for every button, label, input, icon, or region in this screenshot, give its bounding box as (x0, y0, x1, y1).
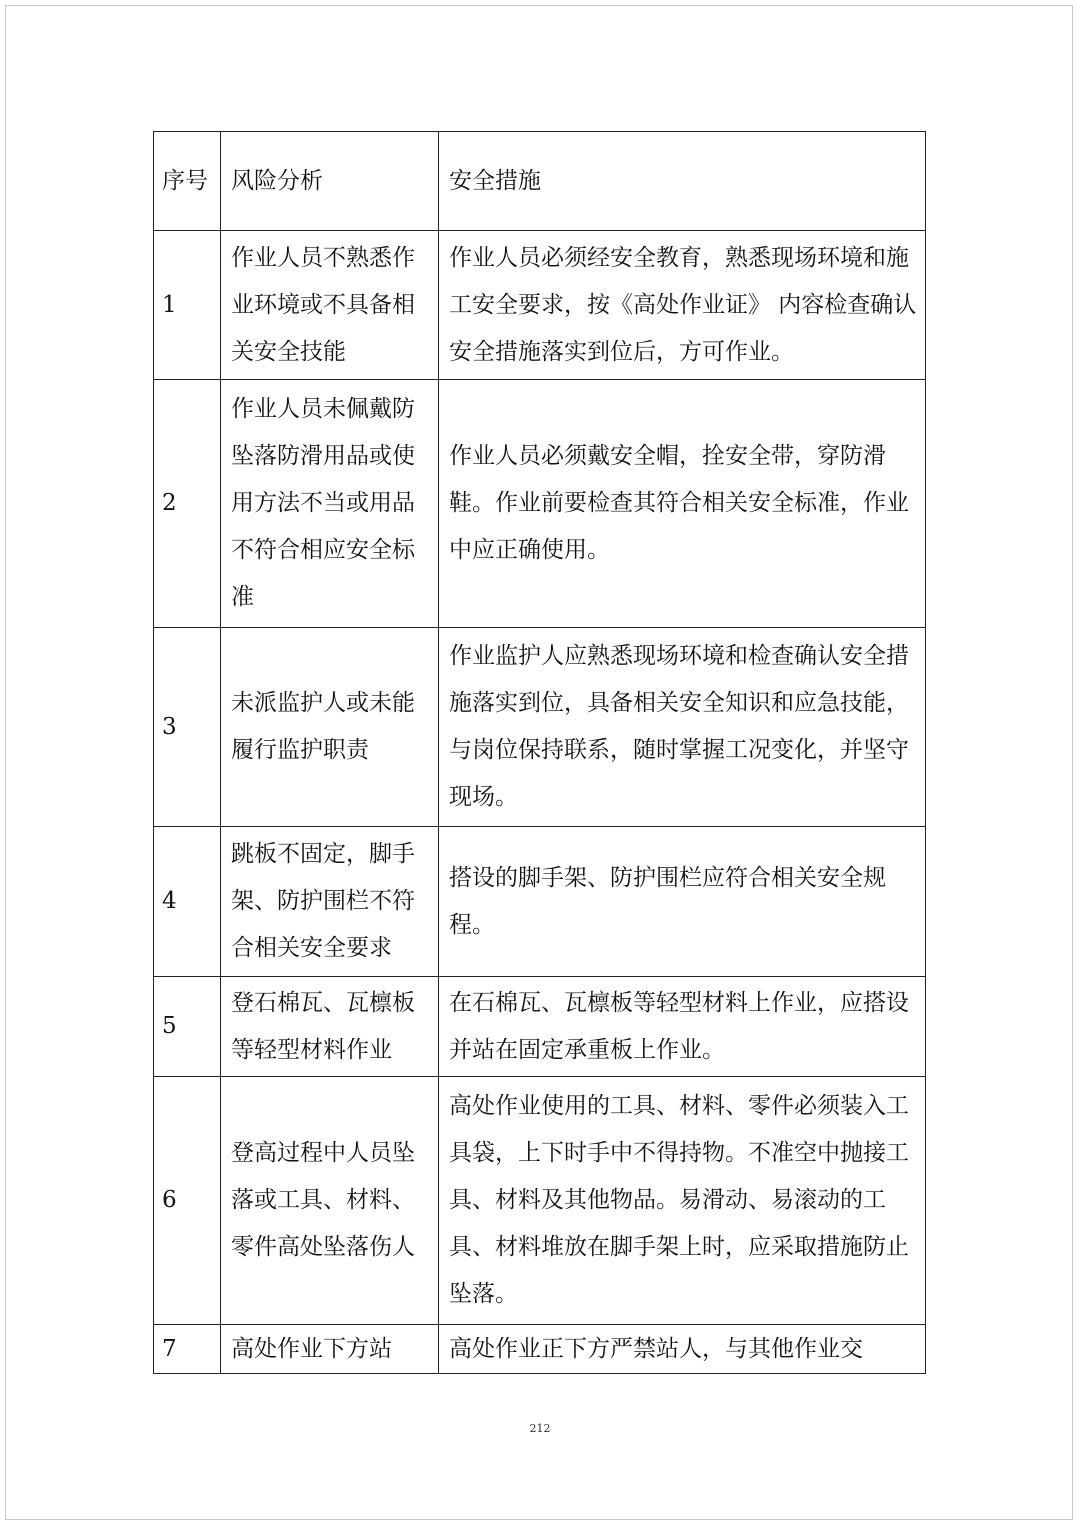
risk-cell: 作业人员不熟悉作业环境或不具备相关安全技能 (221, 231, 439, 380)
header-risk: 风险分析 (221, 132, 439, 231)
risk-analysis-table (153, 131, 926, 1374)
measure-cell: 作业人员必须戴安全帽，拴安全带，穿防滑鞋。作业前要检查其符合相关安全标准，作业中应正确使用。 (439, 380, 926, 628)
header-measure: 安全措施 (439, 132, 926, 231)
header-no: 序号 (154, 132, 221, 231)
measure-cell: 作业监护人应熟悉现场环境和检查确认安全措施落实到位，具备相关安全知识和应急技能，与岗位保持联系，随时掌握工况变化，并坚守现场。 (439, 628, 926, 827)
table-row (154, 628, 926, 827)
table-row (154, 380, 926, 628)
row-number: 3 (154, 628, 221, 827)
risk-cell: 未派监护人或未能履行监护职责 (221, 628, 439, 827)
measure-cell: 搭设的脚手架、防护围栏应符合相关安全规程。 (439, 827, 926, 977)
table-row (154, 827, 926, 977)
risk-cell: 跳板不固定，脚手架、防护围栏不符合相关安全要求 (221, 827, 439, 977)
risk-cell: 高处作业下方站 (221, 1325, 439, 1374)
table-row (154, 1325, 926, 1374)
row-number: 7 (154, 1325, 221, 1374)
measure-cell: 高处作业使用的工具、材料、零件必须装入工具袋，上下时手中不得持物。不准空中抛接工具、材料及其他物品。易滑动、易滚动的工具、材料堆放在脚手架上时，应采取措施防止坠落。 (439, 1077, 926, 1325)
row-number: 5 (154, 977, 221, 1077)
row-number: 6 (154, 1077, 221, 1325)
risk-cell: 登高过程中人员坠落或工具、材料、零件高处坠落伤人 (221, 1077, 439, 1325)
table-header-row (154, 132, 926, 231)
row-number: 4 (154, 827, 221, 977)
measure-cell: 高处作业正下方严禁站人，与其他作业交 (439, 1325, 926, 1374)
row-number: 1 (154, 231, 221, 380)
risk-cell: 登石棉瓦、瓦檩板等轻型材料作业 (221, 977, 439, 1077)
measure-cell: 作业人员必须经安全教育，熟悉现场环境和施工安全要求，按《高处作业证》 内容检查确认安全措施落实到位后，方可作业。 (439, 231, 926, 380)
page-number: 212 (529, 1422, 551, 1435)
table-row (154, 977, 926, 1077)
row-number: 2 (154, 380, 221, 628)
table-row (154, 231, 926, 380)
risk-cell: 作业人员未佩戴防坠落防滑用品或使用方法不当或用品不符合相应安全标准 (221, 380, 439, 628)
table-row (154, 1077, 926, 1325)
measure-cell: 在石棉瓦、瓦檩板等轻型材料上作业，应搭设并站在固定承重板上作业。 (439, 977, 926, 1077)
